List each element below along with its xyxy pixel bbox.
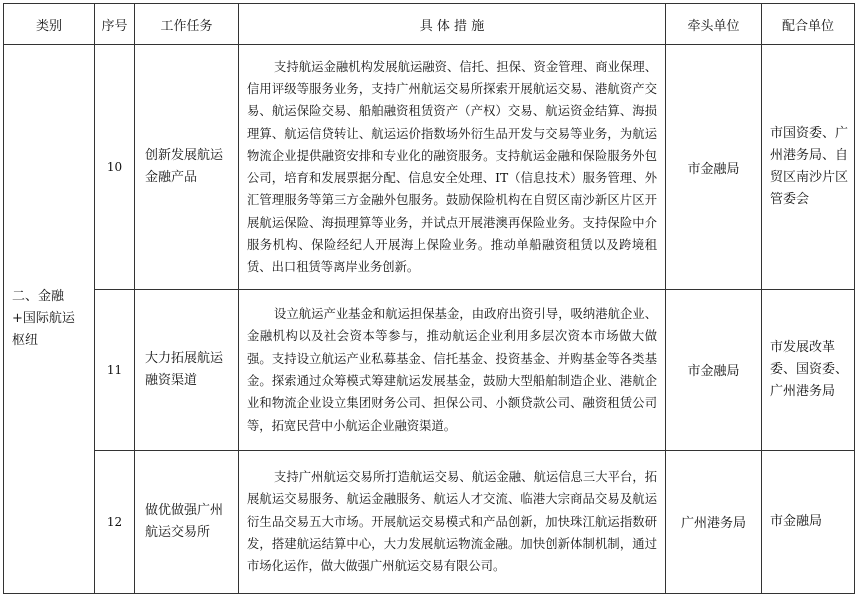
row-task: 大力拓展航运融资渠道 (135, 290, 239, 450)
header-measures: 具 体 措 施 (239, 4, 666, 45)
header-category: 类别 (4, 4, 95, 45)
measures-text: 支持广州航运交易所打造航运交易、航运金融、航运信息三大平台，拓展航运交易服务、航运金融服务、航运人才交流、临港大宗商品交易及航运衍生品交易五大市场。开展航运交易模式和产品创新，加快珠江航运指数研发，搭建航运结算中心，大力发展航运物流金融。加快创新体制机制，通过市场化运作，做大做强广州航运交易有限公司。 (247, 470, 657, 574)
table-header-row (4, 4, 855, 45)
measures-text: 设立航运产业基金和航运担保基金，由政府出资引导，吸纳港航企业、金融机构以及社会资本等参与，推动航运企业利用多层次资本市场做大做强。支持设立航运产业私募基金、信托基金、投资基金、并购基金等各类基金。探索通过众筹模式筹建航运发展基金，鼓励大型船舶制造企业、港航企业和物流企业设立集团财务公司、担保公司、小额贷款公司、融资租赁公司等，拓宽民营中小航运企业融资渠道。 (247, 307, 657, 433)
measures-table (3, 3, 855, 594)
header-cooperating: 配合单位 (762, 4, 855, 45)
row-task: 做优做强广州航运交易所 (135, 450, 239, 593)
row-measures (239, 290, 666, 450)
row-measures (239, 45, 666, 290)
row-cooperating: 市发展改革委、国资委、广州港务局 (762, 290, 855, 450)
table-row (4, 450, 855, 593)
table-row (4, 45, 855, 290)
row-measures (239, 450, 666, 593)
measures-text: 支持航运金融机构发展航运融资、信托、担保、资金管理、商业保理、信用评级等服务业务，支持广州航运交易所探索开展航运交易、港航资产交易、航运保险交易、船舶融资租赁资产（产权）交易、航运资金结算、海损理算、航运信贷转让、航运运价指数场外衍生品开发与交易等业务，为航运物流企业提供融资安排和专业化的融资服务。支持航运金融和保险服务外包公司，培育和发展票据分配、信息安全处理、IT（信息技术）服务管理、外汇管理服务等第三方金融外包服务。鼓励保险机构在自贸区南沙新区片区开展航运保险、海损理算等业务，并试点开展港澳再保险业务。支持保险中介服务机构、保险经纪人开展海上保险业务。推动单船融资租赁以及跨境租赁、出口租赁等离岸业务创新。 (247, 59, 657, 275)
row-cooperating: 市金融局 (762, 450, 855, 593)
row-lead: 广州港务局 (666, 450, 762, 593)
category-cell: 二、金融+国际航运枢纽 (4, 45, 95, 594)
table-row (4, 290, 855, 450)
row-number: 12 (95, 450, 135, 593)
row-task: 创新发展航运金融产品 (135, 45, 239, 290)
header-lead: 牵头单位 (666, 4, 762, 45)
row-number: 11 (95, 290, 135, 450)
header-number: 序号 (95, 4, 135, 45)
row-lead: 市金融局 (666, 45, 762, 290)
row-cooperating: 市国资委、广州港务局、自贸区南沙片区管委会 (762, 45, 855, 290)
header-task: 工作任务 (135, 4, 239, 45)
row-lead: 市金融局 (666, 290, 762, 450)
row-number: 10 (95, 45, 135, 290)
